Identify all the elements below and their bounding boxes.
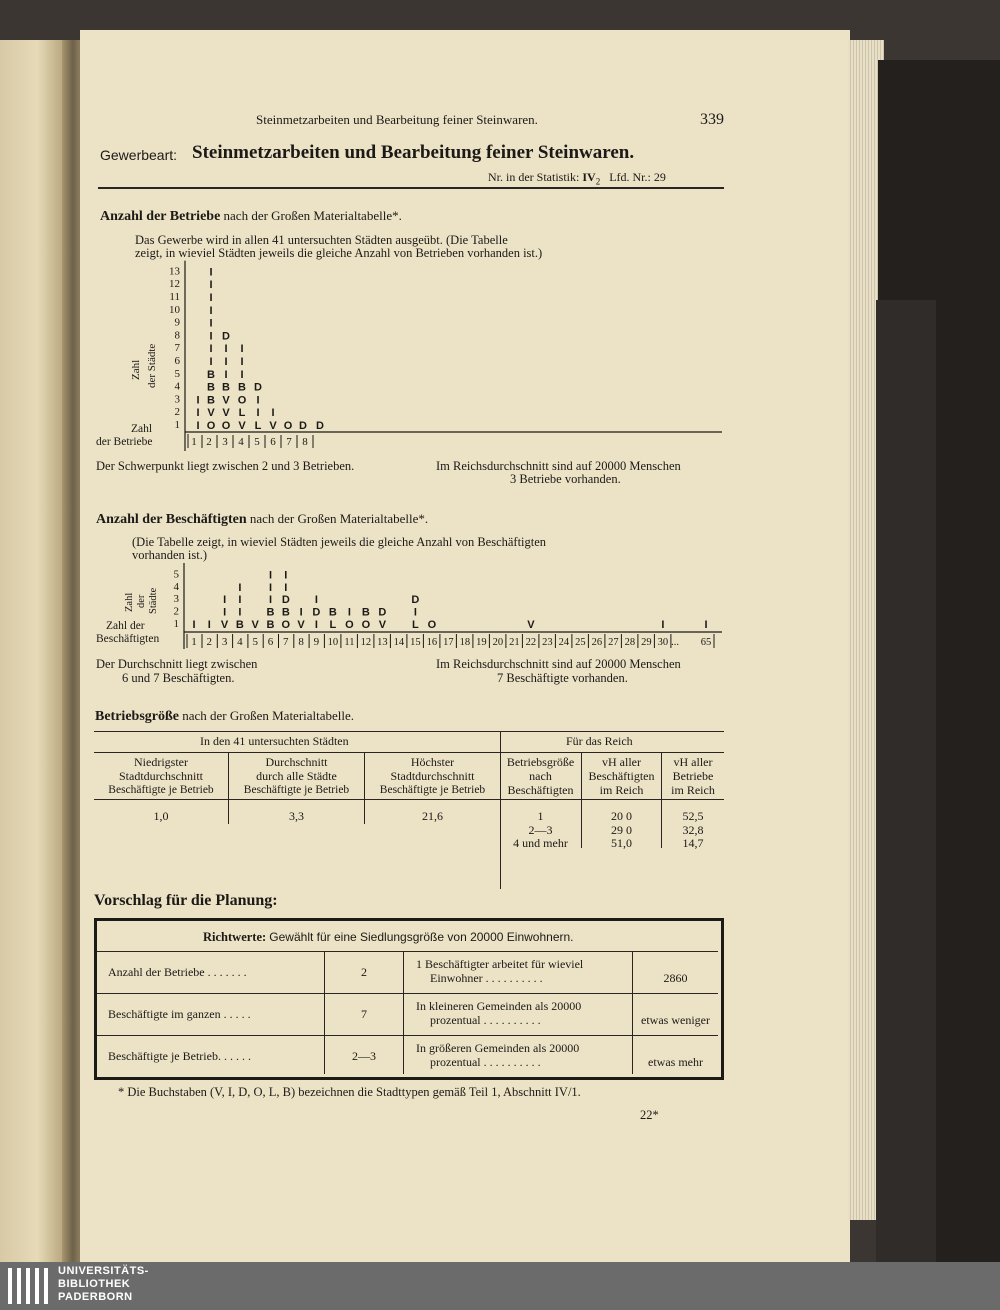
besch-bar-letter: B <box>328 606 337 619</box>
besch-x-tick: 10 <box>327 637 339 648</box>
betriebe-bar-letter: I <box>224 343 228 356</box>
betriebe-bar-letter: I <box>271 407 275 420</box>
betriebe-heading-rest: nach der Großen Materialtabelle*. <box>223 208 402 223</box>
richt-q2-line1: In kleineren Gemeinden als 20000 <box>416 999 582 1013</box>
besch-bar-letter: O <box>281 619 291 631</box>
groesse-heading-bold: Betriebsgröße <box>95 709 179 724</box>
besch-y-tick: 2 <box>173 605 179 618</box>
richt-r3-label: Beschäftigte je Betrieb. . . . . . <box>108 1049 251 1063</box>
betriebe-right-note-1: Im Reichsdurchschnitt sind auf 20000 Menschen <box>436 459 681 473</box>
signature-mark: 22* <box>640 1108 659 1122</box>
betriebe-bar-letter: I <box>240 356 244 368</box>
besch-x-tick: 8 <box>298 636 304 648</box>
groesse-r3-c3: 14,7 <box>682 836 704 850</box>
betriebe-y-tick: 10 <box>169 303 180 316</box>
library-logo-icon <box>8 1268 48 1304</box>
betriebe-y-tick: 4 <box>174 380 180 393</box>
besch-x-tick: 21 <box>509 637 520 648</box>
richtwerte-bold: Richtwerte: <box>203 930 267 944</box>
betriebe-bar-letter: I <box>240 368 244 381</box>
richt-rule-3 <box>97 1035 718 1036</box>
stat-nr-sub: 2 <box>595 176 601 187</box>
betriebe-bar-letter: I <box>209 279 213 292</box>
betriebe-note-2: zeigt, in wieviel Städten jeweils die gleiche Anzahl von Betrieben vorhanden ist.) <box>135 246 543 260</box>
besch-bar-letter: I <box>238 606 242 619</box>
besch-bar-letter: I <box>661 619 665 631</box>
betriebe-bar-letter: B <box>207 368 215 381</box>
besch-bar-letter: L <box>412 619 419 631</box>
richt-a1: 2860 <box>663 971 688 985</box>
betriebe-bar-letter: I <box>196 420 200 432</box>
col4-line1: Betriebsgröße <box>506 755 575 769</box>
richt-r1-label: Anzahl der Betriebe . . . . . . . <box>108 965 247 979</box>
besch-x-tick: 19 <box>476 637 487 648</box>
betriebe-bar-letter: V <box>207 407 215 420</box>
book-gutter <box>62 40 80 1262</box>
betriebe-xaxis-label-1: Zahl <box>131 423 153 435</box>
beschaeftigte-note-1: (Die Tabelle zeigt, in wieviel Städten jeweils die gleiche Anzahl von Beschäftigten <box>132 535 547 549</box>
besch-left-note-1: Der Durchschnitt liegt zwischen <box>96 657 258 671</box>
stat-nr-label: Nr. in der Statistik: <box>488 170 580 184</box>
betriebe-y-tick: 11 <box>169 291 180 303</box>
besch-x-tick: 12 <box>360 637 372 648</box>
betriebe-bar-letter: I <box>209 343 213 356</box>
besch-bar-letter: I <box>314 594 318 607</box>
groesse-v1: 1,0 <box>153 809 169 823</box>
library-line2: BIBLIOTHEK <box>58 1278 131 1290</box>
betriebe-x-tick: 4 <box>238 436 244 448</box>
betriebe-y-tick: 3 <box>174 393 180 406</box>
besch-x-tick: 27 <box>608 637 619 648</box>
groesse-group1-rule <box>94 752 500 753</box>
besch-right-note-2: 7 Beschäftigte vorhanden. <box>497 671 628 685</box>
betriebe-x-tick: 2 <box>206 436 212 448</box>
beschaeftigte-heading-rest: nach der Großen Materialtabelle*. <box>249 511 429 526</box>
besch-x-tick: 30 <box>657 637 669 648</box>
groesse-group1: In den 41 untersuchten Städten <box>200 734 349 748</box>
richt-q1 <box>416 957 583 985</box>
betriebe-bar-letter: I <box>196 407 200 420</box>
betriebe-bar-letter: I <box>209 266 213 279</box>
betriebe-bar-letter: D <box>316 420 324 432</box>
besch-x-tick: 2 <box>206 636 213 648</box>
besch-left-note-2: 6 und 7 Beschäftigten. <box>122 671 235 685</box>
groesse-v2: 3,3 <box>289 809 304 823</box>
col2-line2: durch alle Städte <box>256 769 337 783</box>
besch-bar-letter: I <box>238 594 242 607</box>
besch-x-tick: 17 <box>443 637 454 648</box>
betriebe-x-tick: 7 <box>286 436 292 448</box>
running-head: Steinmetzarbeiten und Bearbeitung feiner Steinwaren. <box>256 112 538 127</box>
groesse-group2: Für das Reich <box>566 734 633 748</box>
besch-x-tick: 26 <box>591 637 603 648</box>
title-prefix: Gewerbeart: <box>100 147 178 163</box>
groesse-heading <box>95 708 354 725</box>
besch-bar-letter: O <box>427 619 437 631</box>
page-title: Steinmetzarbeiten und Bearbeitung feiner Steinwaren. <box>192 142 635 163</box>
betriebe-bar-letter: V <box>269 420 277 432</box>
groesse-col1-header <box>94 755 228 797</box>
betriebe-bar-letter: B <box>207 381 215 394</box>
col4-line3: Beschäftigten <box>507 783 574 797</box>
besch-bar-letter: I <box>268 569 273 582</box>
besch-x-tick: 22 <box>525 637 537 648</box>
groesse-col3-header <box>365 755 500 797</box>
library-line1: UNIVERSITÄTS- <box>58 1265 149 1277</box>
besch-x-tick: 14 <box>393 637 405 648</box>
besch-bar-letter: I <box>192 619 196 631</box>
besch-x-tick: 6 <box>267 636 274 648</box>
richt-q1-line2: Einwohner . . . . . . . . . . <box>430 971 543 985</box>
betriebe-bar-letter: I <box>209 292 213 304</box>
lfd-nr: Lfd. Nr.: 29 <box>609 170 666 184</box>
betriebe-x-tick: 3 <box>222 436 228 448</box>
besch-yaxis-label-3: Städte <box>148 587 159 614</box>
betriebe-bar-letter: B <box>238 381 246 394</box>
groesse-col4-header <box>500 755 581 797</box>
besch-bar-letter: I <box>314 619 318 631</box>
groesse-r2-c2: 29 0 <box>611 823 632 837</box>
besch-bar-letter: V <box>220 619 229 631</box>
stat-ref <box>488 170 666 186</box>
betriebe-y-tick: 1 <box>174 419 180 431</box>
betriebe-y-tick: 8 <box>174 329 180 342</box>
richtwerte-rest: Gewählt für eine Siedlungsgröße von 20000 Einwohnern. <box>269 930 574 944</box>
col1-line2: Stadtdurchschnitt <box>119 769 203 783</box>
besch-bar-letter: V <box>297 619 305 631</box>
betriebe-left-note: Der Schwerpunkt liegt zwischen 2 und 3 Betrieben. <box>96 459 355 473</box>
besch-bar-letter: B <box>361 606 370 619</box>
betriebe-x-tick: 8 <box>302 436 308 448</box>
besch-bar-letter: B <box>235 619 244 631</box>
richt-q3-line2: prozentual . . . . . . . . . . <box>430 1055 541 1069</box>
besch-x-tick: 18 <box>459 637 471 648</box>
col2-line1: Durchschnitt <box>265 755 328 769</box>
header-rule <box>98 187 724 189</box>
besch-bar-letter: O <box>361 619 371 631</box>
col3-line2: Stadtdurchschnitt <box>390 769 475 783</box>
besch-x-tick: 7 <box>283 636 289 648</box>
besch-bar-letter: I <box>238 581 242 594</box>
groesse-col6-header <box>662 755 724 797</box>
besch-x-tick: 20 <box>492 637 504 648</box>
betriebe-bar-letter: I <box>209 317 213 330</box>
betriebe-yaxis-label-1: Zahl <box>130 359 142 380</box>
betriebe-bar-letter: I <box>209 330 213 343</box>
besch-y-tick: 1 <box>173 618 179 630</box>
betriebe-heading-bold: Anzahl der Betriebe <box>100 209 221 224</box>
richt-a3: etwas mehr <box>648 1055 703 1069</box>
besch-bar-letter: I <box>207 619 211 631</box>
betriebe-y-tick: 7 <box>174 342 180 355</box>
betriebe-y-tick: 9 <box>174 316 180 329</box>
groesse-heading-rest: nach der Großen Materialtabelle. <box>182 708 355 723</box>
besch-bar-letter: B <box>266 619 275 631</box>
groesse-v3: 21,6 <box>422 809 443 823</box>
richt-a2: etwas weniger <box>641 1013 710 1027</box>
besch-bar-letter: I <box>704 619 708 631</box>
col6-line3: im Reich <box>671 783 715 797</box>
betriebe-y-tick: 2 <box>174 406 180 419</box>
betriebe-bar-letter: B <box>207 394 215 407</box>
besch-bar-letter: D <box>411 594 420 607</box>
groesse-head-rule <box>94 799 724 800</box>
betriebe-bar-letter: D <box>222 330 230 343</box>
besch-bar-letter: B <box>266 606 275 619</box>
besch-bar-letter: I <box>268 581 273 594</box>
beschaeftigte-heading <box>96 511 428 528</box>
library-name <box>58 1265 149 1304</box>
besch-x-tick: 15 <box>410 637 421 648</box>
col5-line2: Beschäftigten <box>588 769 655 783</box>
vorschlag-heading: Vorschlag für die Planung: <box>94 892 278 909</box>
besch-y-tick: 4 <box>173 580 179 593</box>
betriebe-x-tick: 6 <box>270 436 276 448</box>
richt-q2 <box>416 999 581 1027</box>
besch-xaxis-label-2: Beschäftigten <box>96 633 160 645</box>
richt-q1-line1: 1 Beschäftigter arbeitet für wieviel <box>416 957 584 971</box>
col5-line1: vH aller <box>602 755 641 769</box>
betriebe-bar-letter: D <box>254 381 262 394</box>
besch-x-tick: 1 <box>191 636 197 648</box>
betriebe-bar-letter: I <box>209 356 213 368</box>
richt-rule-2 <box>97 993 718 994</box>
richt-r2-label: Beschäftigte im ganzen . . . . . <box>108 1007 251 1021</box>
groesse-r3-c1: 4 und mehr <box>513 836 568 850</box>
betriebe-bar-letter: I <box>196 394 200 407</box>
betriebe-xaxis-label-2: der Betriebe <box>96 436 153 448</box>
besch-x-tick: 29 <box>641 637 652 648</box>
betriebe-bar-letter: I <box>240 343 244 356</box>
richt-q3 <box>416 1041 579 1069</box>
besch-x-tick: 4 <box>237 636 243 648</box>
betriebe-x-tick: 5 <box>254 436 260 448</box>
besch-x-tick: 65 <box>700 637 712 648</box>
besch-xaxis-label-1: Zahl der <box>106 620 145 632</box>
besch-bar-letter: D <box>312 606 321 619</box>
besch-x-tick: 11 <box>344 637 355 648</box>
besch-bar-letter: V <box>378 619 387 631</box>
betriebe-x-tick: 1 <box>191 436 197 448</box>
besch-yaxis-label-2: der <box>136 594 147 608</box>
besch-bar-letter: I <box>268 594 273 607</box>
book-cover-inner <box>876 300 936 1262</box>
betriebe-y-tick: 13 <box>169 265 180 278</box>
richt-r1-val: 2 <box>361 965 367 979</box>
groesse-group2-rule <box>500 752 724 753</box>
betriebe-bar-letter: D <box>299 420 307 432</box>
footnote: * Die Buchstaben (V, I, D, O, L, B) bezeichnen die Stadttypen gemäß Teil 1, Abschnitt IV/1. <box>118 1085 581 1099</box>
besch-bar-letter: V <box>527 619 535 631</box>
betriebe-y-tick: 5 <box>174 367 180 380</box>
col1-line1: Niedrigster <box>134 755 188 769</box>
betriebe-bar-letter: O <box>283 420 293 432</box>
betriebe-bar-letter: I <box>256 394 260 407</box>
beschaeftigte-note-2: vorhanden ist.) <box>132 548 207 562</box>
besch-bar-letter: I <box>223 606 227 619</box>
besch-bar-letter: V <box>251 619 259 631</box>
stat-nr-value: IV <box>582 170 596 184</box>
besch-x-tick: 3 <box>221 636 228 648</box>
betriebe-bar-letter: L <box>238 407 246 420</box>
left-page-edge <box>0 40 62 1262</box>
betriebe-y-tick: 12 <box>169 278 180 291</box>
richt-q2-line2: prozentual . . . . . . . . . . <box>430 1013 541 1027</box>
betriebe-bar-letter: O <box>221 420 231 432</box>
groesse-top-rule <box>94 731 724 732</box>
library-line3: PADERBORN <box>58 1291 133 1303</box>
groesse-r3-c2: 51,0 <box>611 836 632 850</box>
besch-bar-letter: I <box>413 606 417 619</box>
col3-line3: Beschäftigte je Betrieb <box>379 784 486 796</box>
besch-x-tick: 28 <box>624 637 636 648</box>
besch-bar-letter: I <box>299 606 303 619</box>
col1-line3: Beschäftigte je Betrieb <box>108 784 214 796</box>
groesse-r2-c3: 32,8 <box>682 823 704 837</box>
richt-rule-1 <box>97 951 718 952</box>
besch-bar-letter: D <box>281 594 290 607</box>
betriebe-bar-letter: O <box>206 420 216 432</box>
library-footer <box>0 1262 1000 1310</box>
betriebe-bar-letter: I <box>256 407 260 420</box>
betriebe-bar-letter: B <box>222 381 230 394</box>
betriebe-bar-letter: V <box>222 407 230 420</box>
besch-bar-letter: I <box>284 581 288 594</box>
col6-line1: vH aller <box>673 755 713 769</box>
betriebe-yaxis-label-2: der Städte <box>146 343 158 388</box>
betriebe-bar-letter: I <box>224 368 228 381</box>
betriebe-bar-letter: I <box>224 356 228 368</box>
besch-bar-letter: O <box>345 619 354 631</box>
richt-q3-line1: In größeren Gemeinden als 20000 <box>416 1041 580 1055</box>
page-number: 339 <box>700 111 724 128</box>
col3-line1: Höchster <box>410 755 455 769</box>
besch-x-tick: 25 <box>575 637 586 648</box>
col4-line2: nach <box>529 769 552 783</box>
richt-r2-val: 7 <box>361 1007 367 1021</box>
richt-r3-val: 2—3 <box>352 1049 376 1063</box>
col5-line3: im Reich <box>599 783 644 797</box>
groesse-col2-header <box>229 755 364 797</box>
besch-y-tick: 3 <box>173 593 179 606</box>
besch-bar-letter: I <box>284 569 288 582</box>
besch-bar-letter: I <box>223 594 227 607</box>
groesse-r1-c1: 1 <box>537 809 544 823</box>
besch-x-tick: ... <box>671 637 679 648</box>
besch-bar-letter: L <box>329 619 337 631</box>
besch-y-tick: 5 <box>173 568 179 581</box>
besch-x-tick: 5 <box>252 636 258 648</box>
besch-yaxis-label-1: Zahl <box>124 592 135 612</box>
betriebe-y-tick: 6 <box>174 355 180 367</box>
besch-x-tick: 23 <box>542 637 553 648</box>
groesse-r2-c1: 2—3 <box>528 823 553 837</box>
besch-right-note-1: Im Reichsdurchschnitt sind auf 20000 Menschen <box>436 657 681 671</box>
betriebe-bar-letter: V <box>222 394 230 407</box>
besch-x-tick: 24 <box>558 637 570 648</box>
besch-bar-letter: I <box>347 606 351 619</box>
betriebe-bar-letter: O <box>237 394 247 407</box>
besch-bar-letter: D <box>378 606 387 619</box>
betriebe-note-1: Das Gewerbe wird in allen 41 untersuchten Städten ausgeübt. (Die Tabelle <box>135 233 508 247</box>
besch-x-tick: 16 <box>426 637 438 648</box>
betriebe-heading <box>100 208 402 225</box>
groesse-col5-header <box>582 755 661 797</box>
richtwerte-caption <box>203 930 574 945</box>
betriebe-bar-letter: I <box>209 304 213 317</box>
besch-x-tick: 9 <box>313 636 320 648</box>
richt-vline-2 <box>403 951 404 1074</box>
betriebe-right-note-2: 3 Betriebe vorhanden. <box>510 472 621 486</box>
beschaeftigte-heading-bold: Anzahl der Beschäftigten <box>96 512 247 527</box>
col6-line2: Betriebe <box>672 769 714 783</box>
besch-bar-letter: B <box>281 606 290 619</box>
groesse-r1-c3: 52,5 <box>682 809 704 823</box>
besch-x-tick: 13 <box>377 637 388 648</box>
betriebe-bar-letter: L <box>254 420 262 432</box>
groesse-r1-c2: 20 0 <box>611 809 632 823</box>
col2-line3: Beschäftigte je Betrieb <box>243 784 350 796</box>
betriebe-bar-letter: V <box>238 420 246 432</box>
